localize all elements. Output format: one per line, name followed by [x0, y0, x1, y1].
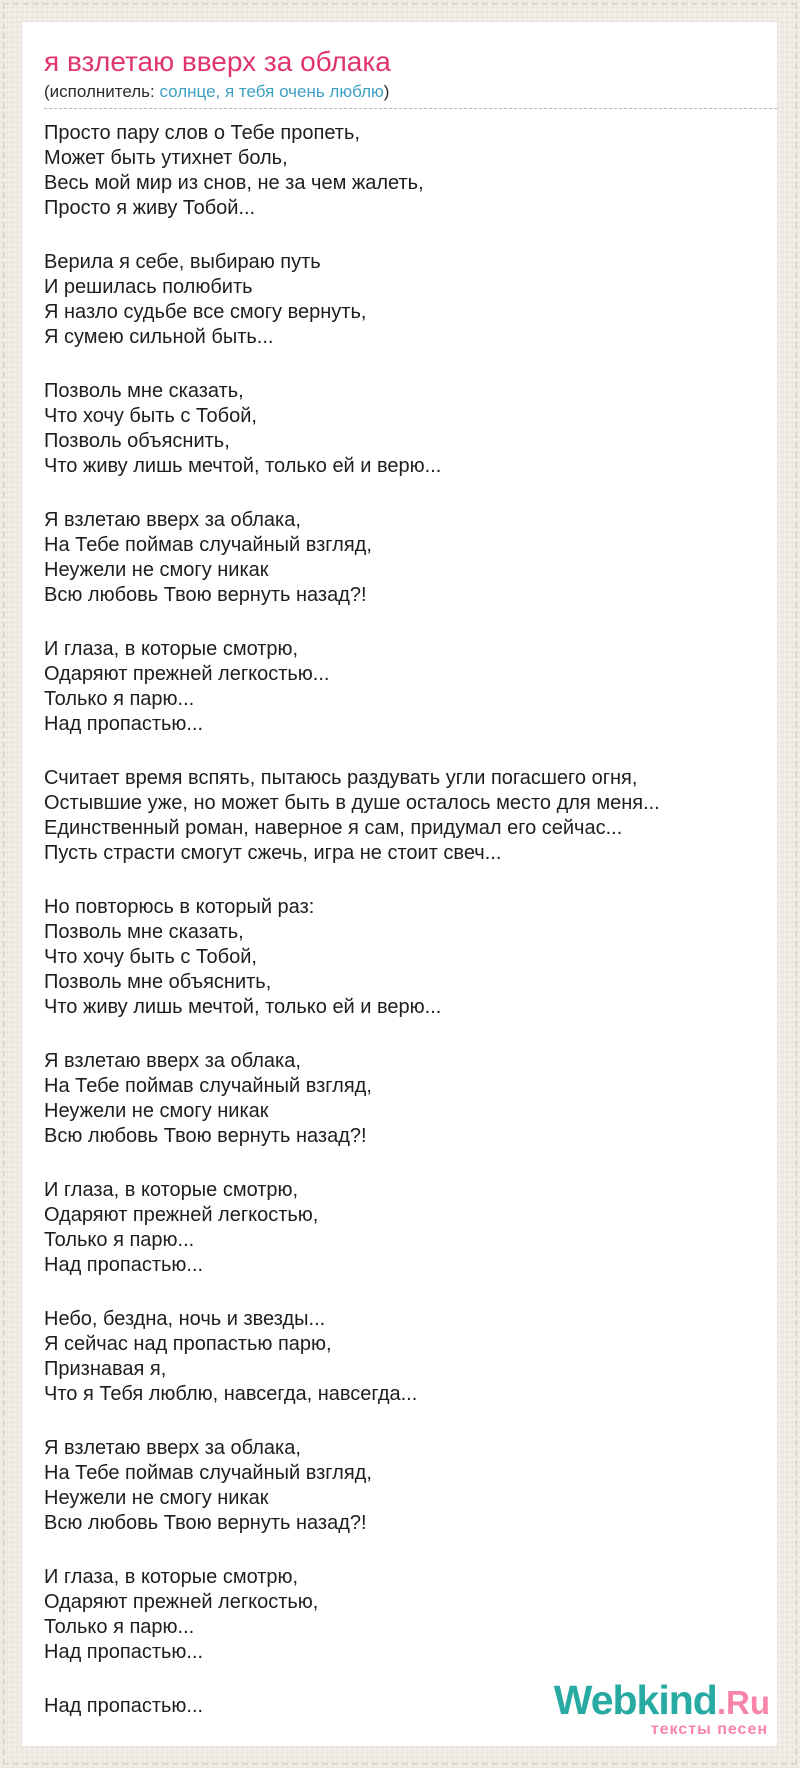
lyric-line: Неужели не смогу никак	[44, 558, 269, 581]
verse	[44, 379, 777, 479]
verse	[44, 508, 777, 608]
lyric-line: Я назло судьбе все смогу вернуть,	[44, 300, 367, 323]
verse	[44, 1307, 777, 1407]
artist-line-close-paren: )	[383, 81, 390, 101]
lyrics	[44, 121, 777, 1719]
lyric-line: На Тебе поймав случайный взгляд,	[44, 1461, 372, 1484]
verse	[44, 637, 777, 737]
verse	[44, 1178, 777, 1278]
webkind-logo-tagline: тексты песен	[650, 1721, 768, 1738]
lyric-line: Верила я себе, выбираю путь	[44, 250, 321, 273]
lyric-line: Только я парю...	[44, 1615, 195, 1638]
verse	[44, 766, 777, 866]
lyric-line: Только я парю...	[44, 687, 195, 710]
lyric-line: Я взлетаю вверх за облака,	[44, 1436, 301, 1459]
lyric-line: Всю любовь Твою вернуть назад?!	[44, 1124, 367, 1147]
lyric-line: Может быть утихнет боль,	[44, 146, 288, 169]
webkind-logo-main: Webkind	[553, 1677, 717, 1723]
lyric-line: Я взлетаю вверх за облака,	[44, 1049, 301, 1072]
lyric-line: Над пропастью...	[44, 712, 204, 735]
lyric-line: Остывшие уже, но может быть в душе осталось место для меня...	[44, 791, 660, 814]
lyric-line: Признавая я,	[44, 1357, 167, 1380]
lyric-line: Просто пару слов о Тебе пропеть,	[44, 121, 360, 144]
lyric-line: Одаряют прежней легкостью,	[44, 1590, 319, 1613]
lyric-line: Что хочу быть с Тобой,	[44, 404, 257, 427]
lyric-line: Позволь объяснить,	[44, 429, 230, 452]
lyric-line: Просто я живу Тобой...	[44, 196, 256, 219]
lyric-line: Неужели не смогу никак	[44, 1099, 269, 1122]
webkind-logo-wordmark	[553, 1677, 770, 1723]
lyric-line: Я взлетаю вверх за облака,	[44, 508, 301, 531]
lyric-line: Над пропастью...	[44, 1694, 204, 1717]
lyric-line: Что живу лишь мечтой, только ей и верю...	[44, 454, 442, 477]
lyric-line: Небо, бездна, ночь и звезды...	[44, 1307, 326, 1330]
lyric-line: Я сумею сильной быть...	[44, 325, 274, 348]
lyric-line: И глаза, в которые смотрю,	[44, 637, 299, 660]
webkind-logo[interactable]	[553, 1677, 770, 1738]
lyric-line: На Тебе поймав случайный взгляд,	[44, 533, 372, 556]
lyric-line: Позволь мне сказать,	[44, 379, 244, 402]
lyric-line: Единственный роман, наверное я сам, придумал его сейчас...	[44, 816, 623, 839]
lyric-line: Позволь мне объяснить,	[44, 970, 272, 993]
lyric-line: Всю любовь Твою вернуть назад?!	[44, 583, 367, 606]
verse	[44, 1436, 777, 1536]
lyric-line: Одаряют прежней легкостью,	[44, 1203, 319, 1226]
song-title: я взлетаю вверх за облака	[44, 46, 391, 77]
lyric-line: Над пропастью...	[44, 1253, 204, 1276]
lyric-line: И глаза, в которые смотрю,	[44, 1178, 299, 1201]
lyric-line: Только я парю...	[44, 1228, 195, 1251]
artist-label: (исполнитель:	[44, 81, 155, 101]
lyric-line: Что я Тебя люблю, навсегда, навсегда...	[44, 1382, 418, 1405]
verse	[44, 1049, 777, 1149]
artist-link[interactable]: солнце, я тебя очень люблю	[159, 81, 384, 101]
lyric-line: Всю любовь Твою вернуть назад?!	[44, 1511, 367, 1534]
verse	[44, 250, 777, 350]
lyric-line: На Тебе поймав случайный взгляд,	[44, 1074, 372, 1097]
lyric-line: Весь мой мир из снов, не за чем жалеть,	[44, 171, 424, 194]
lyric-line: Над пропастью...	[44, 1640, 204, 1663]
lyric-line: Пусть страсти смогут сжечь, игра не стоит свеч...	[44, 841, 502, 864]
lyric-line: Позволь мне сказать,	[44, 920, 244, 943]
lyric-line: И глаза, в которые смотрю,	[44, 1565, 299, 1588]
lyric-line: Что живу лишь мечтой, только ей и верю...	[44, 995, 442, 1018]
artist-line	[44, 82, 777, 109]
lyric-line: Неужели не смогу никак	[44, 1486, 269, 1509]
lyric-line: Но повторюсь в который раз:	[44, 895, 315, 918]
lyric-line: Что хочу быть с Тобой,	[44, 945, 257, 968]
lyric-line: И решилась полюбить	[44, 275, 253, 298]
verse	[44, 895, 777, 1020]
lyric-line: Я сейчас над пропастью парю,	[44, 1332, 332, 1355]
verse	[44, 121, 777, 221]
lyrics-card	[21, 21, 778, 1747]
lyric-line: Считает время вспять, пытаюсь раздувать угли погасшего огня,	[44, 766, 638, 789]
lyric-line: Одаряют прежней легкостью...	[44, 662, 330, 685]
verse	[44, 1565, 777, 1665]
webkind-logo-suffix: .Ru	[716, 1684, 770, 1721]
